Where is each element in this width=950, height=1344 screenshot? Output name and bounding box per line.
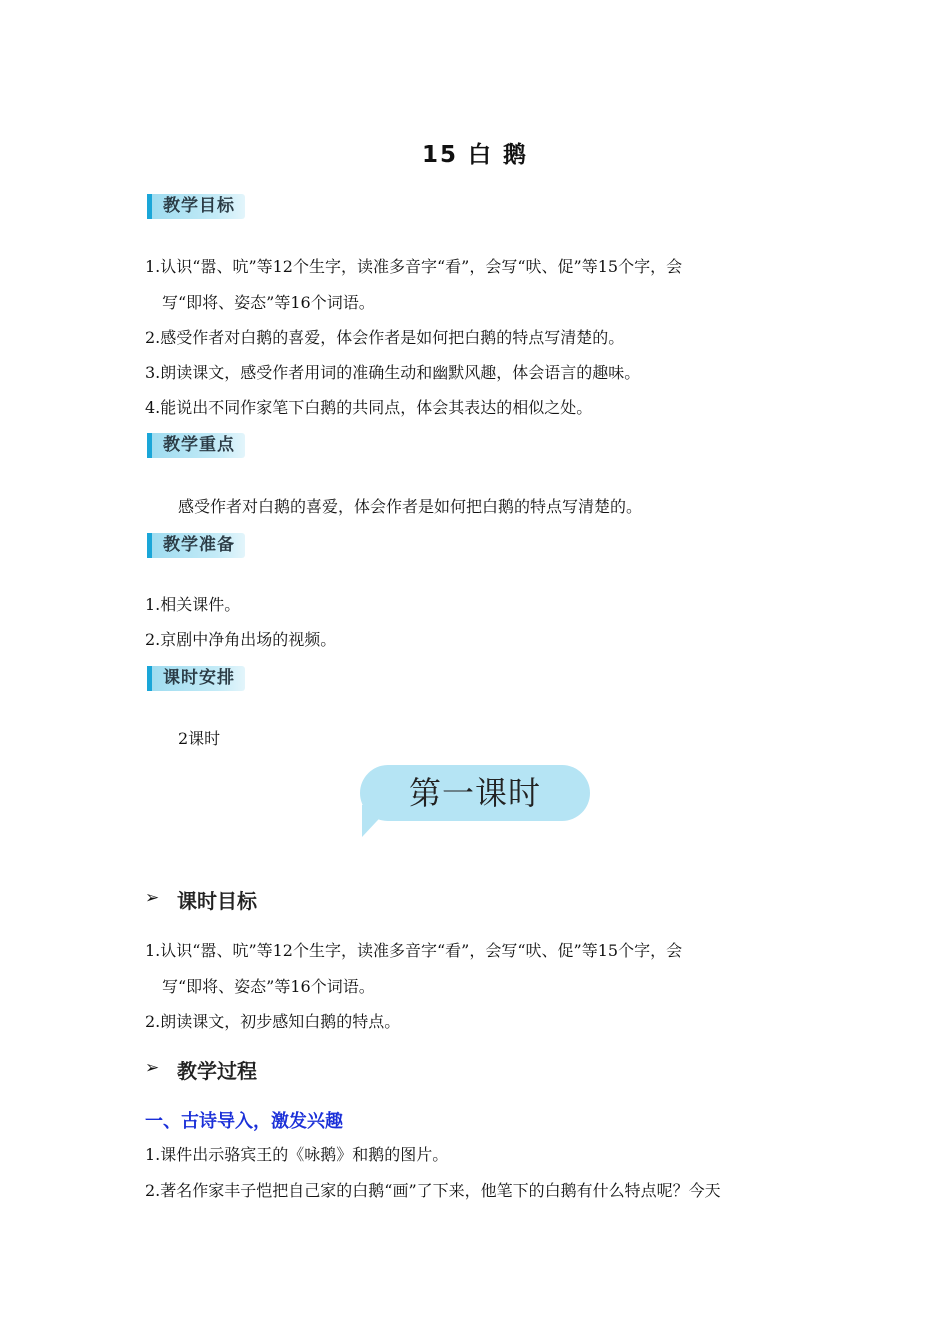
section-tag-schedule: 课时安排 <box>147 666 245 691</box>
goal-line-1-cont: 写“即将、姿态”等16个词语。 <box>162 293 375 312</box>
process-line-2: 2.著名作家丰子恺把自己家的白鹅“画”了下来，他笔下的白鹅有什么特点呢？今天 <box>145 1181 721 1200</box>
lesson-banner-text: 第一课时 <box>360 765 590 821</box>
arrow-bullet-icon: ➢ <box>145 888 160 908</box>
goal-line-1: 1.认识“嚣、吭”等12个生字，读准多音字“看”，会写“吠、促”等15个字，会 <box>145 257 683 276</box>
goal-line-2: 2.感受作者对白鹅的喜爱，体会作者是如何把白鹅的特点写清楚的。 <box>145 328 625 347</box>
section-tag-focus: 教学重点 <box>147 433 245 458</box>
focus-text: 感受作者对白鹅的喜爱，体会作者是如何把白鹅的特点写清楚的。 <box>178 497 643 516</box>
process-part1-heading: 一、古诗导入，激发兴趣 <box>145 1111 343 1132</box>
prep-line-1: 1.相关课件。 <box>145 595 241 614</box>
goal-line-3: 3.朗读课文，感受作者用词的准确生动和幽默风趣，体会语言的趣味。 <box>145 363 641 382</box>
section-tag-prep: 教学准备 <box>147 533 245 558</box>
process-line-1: 1.课件出示骆宾王的《咏鹅》和鹅的图片。 <box>145 1145 449 1164</box>
lesson-goal-line-2: 2.朗读课文，初步感知白鹅的特点。 <box>145 1012 401 1031</box>
prep-line-2: 2.京剧中净角出场的视频。 <box>145 630 337 649</box>
page-title: 15 白 鹅 <box>421 142 529 168</box>
arrow-bullet-icon: ➢ <box>145 1058 160 1078</box>
process-heading: 教学过程 <box>177 1059 257 1083</box>
goal-line-4: 4.能说出不同作家笔下白鹅的共同点，体会其表达的相似之处。 <box>145 398 593 417</box>
section-tag-goals: 教学目标 <box>147 194 245 219</box>
lesson-goal-line-1: 1.认识“嚣、吭”等12个生字，读准多音字“看”，会写“吠、促”等15个字，会 <box>145 941 683 960</box>
lesson-goal-line-1-cont: 写“即将、姿态”等16个词语。 <box>162 977 375 996</box>
schedule-text: 2课时 <box>178 729 221 748</box>
lesson-goals-heading: 课时目标 <box>177 889 257 913</box>
lesson-banner <box>360 765 592 837</box>
